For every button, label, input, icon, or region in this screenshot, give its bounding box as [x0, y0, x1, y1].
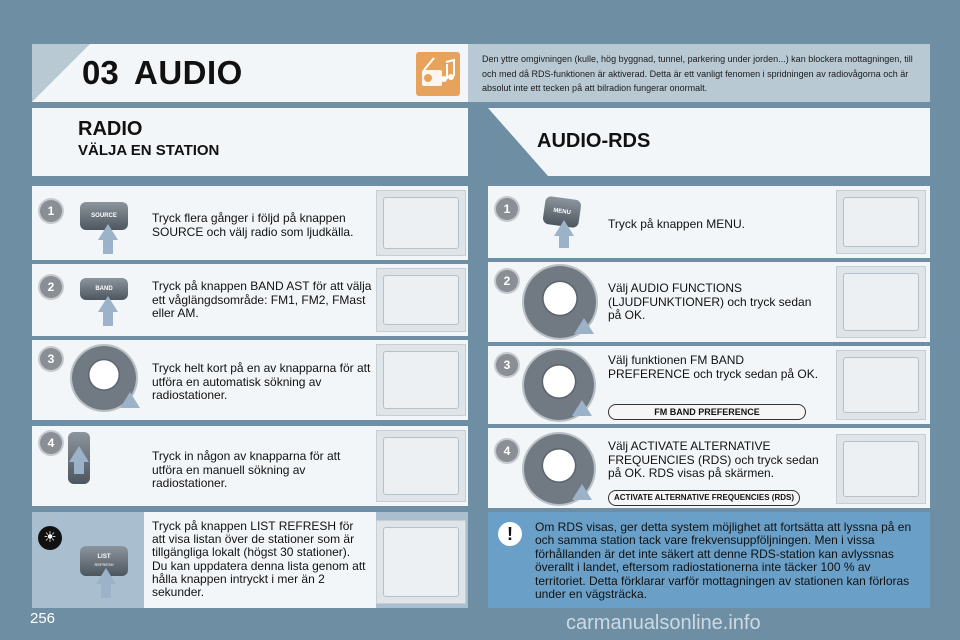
- watermark: carmanualsonline.info: [566, 612, 761, 634]
- step-badge: 4: [40, 432, 62, 454]
- press-arrow-stem: [74, 460, 84, 474]
- radio-unit-thumbnail: [836, 434, 926, 504]
- radio-unit-thumbnail: [376, 190, 466, 256]
- step-badge: 3: [496, 354, 518, 376]
- step-badge: 1: [496, 198, 518, 220]
- radio-info-text: Tryck på knappen LIST REFRESH för att visa listan över de stationer som är tillgängliga lokalt (högst 30 stationer). Du kan uppdatera denna lista genom att hålla knappen intryckt i mer än 2 sekunder.: [152, 519, 366, 600]
- press-arrow-stem: [103, 238, 113, 254]
- refresh-button-sublabel: REFRESH: [94, 562, 114, 567]
- press-arrow-stem: [101, 582, 111, 598]
- radio-music-icon: [416, 52, 460, 96]
- step-badge: 2: [40, 276, 62, 298]
- press-arrow-icon: [574, 318, 594, 334]
- press-arrow-icon: [572, 400, 592, 416]
- press-arrow-stem: [559, 234, 569, 248]
- chapter-title: AUDIO: [134, 54, 243, 91]
- fm-band-preference-label: FM BAND PREFERENCE: [608, 404, 806, 420]
- radio-unit-thumbnail: [376, 268, 466, 332]
- step-badge: 3: [40, 348, 62, 370]
- rds-step-4-text: Välj ACTIVATE ALTERNATIVE FREQUENCIES (RDS) och tryck sedan på OK. RDS visas på skärmen.: [608, 439, 819, 480]
- step-badge: 4: [496, 440, 518, 462]
- press-arrow-stem: [103, 310, 113, 326]
- radio-subtitle: VÄLJA EN STATION: [78, 142, 220, 159]
- menu-button: MENU: [542, 196, 582, 229]
- rds-step-2-text: Välj AUDIO FUNCTIONS (LJUDFUNKTIONER) och tryck sedan på OK.: [608, 281, 812, 322]
- rds-title: AUDIO-RDS: [537, 130, 651, 152]
- radio-unit-thumbnail: [836, 190, 926, 254]
- radio-step-3-text: Tryck helt kort på en av knapparna för att utföra en automatisk sökning av radiostationer.: [152, 361, 371, 402]
- radio-step-4-text: Tryck in någon av knapparna för att utföra en manuell sökning av radiostationer.: [152, 449, 341, 490]
- radio-unit-thumbnail: [836, 350, 926, 420]
- rds-step-1-text: Tryck på knappen MENU.: [608, 217, 745, 231]
- radio-unit-thumbnail: [376, 430, 466, 502]
- radio-step-1-text: Tryck flera gånger i följd på knappen SOURCE och välj radio som ljudkälla.: [152, 211, 354, 239]
- header-note: Den yttre omgivningen (kulle, hög byggnad, tunnel, parkering under jorden...) kan blockera mottagningen, till och med då RDS-funktionen är aktiverad. Detta är ett vanligt fenomen i spridningen av radiovågorna och är absolut inte ett tecken på att bilradion fungerar onormalt.: [482, 54, 913, 93]
- band-button: BAND: [80, 278, 128, 300]
- radio-title: RADIO: [78, 118, 143, 140]
- activate-alternative-frequencies-label: ACTIVATE ALTERNATIVE FREQUENCIES (RDS): [608, 490, 800, 506]
- press-arrow-icon: [120, 392, 140, 408]
- list-button-label: LIST: [97, 554, 111, 560]
- warning-exclamation-icon: !: [498, 522, 522, 546]
- tip-sun-icon: ☀: [38, 526, 62, 550]
- page-number: 256: [30, 610, 56, 627]
- radio-step-2-text: Tryck på knappen BAND AST för att välja ett våglängdsområde: FM1, FM2, FMast eller AM.: [152, 279, 372, 320]
- rds-step-3-text: Välj funktionen FM BAND PREFERENCE och tryck sedan på OK.: [608, 353, 819, 381]
- step-badge: 2: [496, 270, 518, 292]
- radio-unit-thumbnail: [836, 266, 926, 338]
- radio-unit-thumbnail: [376, 344, 466, 416]
- source-button: SOURCE: [80, 202, 128, 230]
- rds-info-text: Om RDS visas, ger detta system möjlighet att fortsätta att lyssna på en och samma station tack vare frekvensuppföljningen. Men i vissa förhållanden är det inte säkert att denne RDS-station kan avlyssnas överallt i landet, eftersom radiostationerna inte täcker 100 % av territoriet. Detta förklarar varför mottagningen av stationen kan förloras under en vägsträcka.: [535, 520, 912, 602]
- press-arrow-icon: [572, 484, 592, 500]
- radio-unit-thumbnail: [376, 520, 466, 604]
- chapter-number: 03: [82, 54, 119, 91]
- step-badge: 1: [40, 200, 62, 222]
